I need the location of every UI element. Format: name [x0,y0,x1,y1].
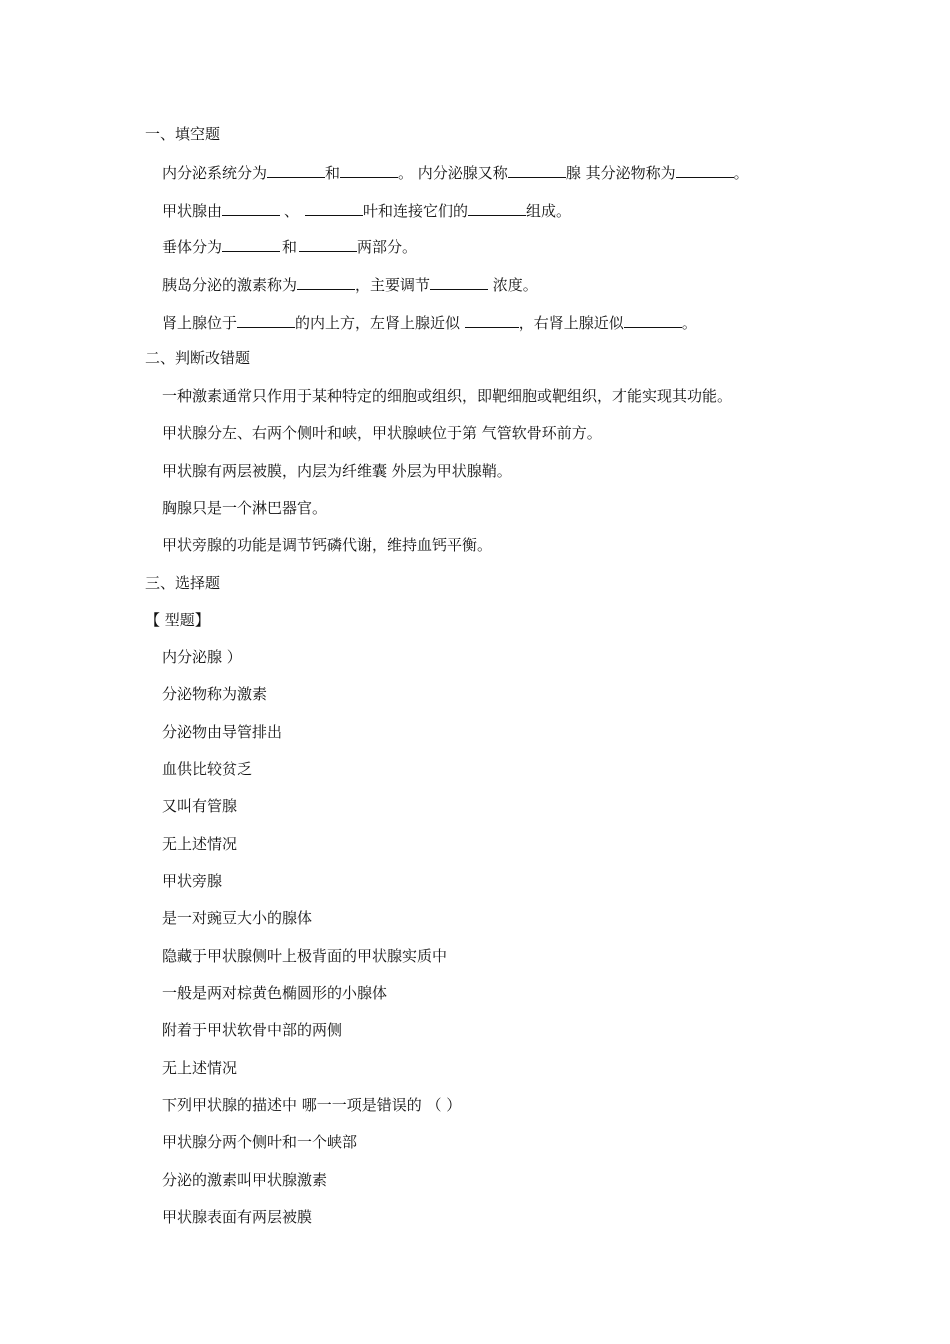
q1-text-e: 。 [733,164,749,182]
judge-item: 胸腺只是一个淋巴器官。 [162,499,328,517]
answer-blank[interactable] [676,162,734,178]
q4-text-a: 胰岛分泌的激素称为 [162,276,298,294]
choice-option: 无上述情况 [162,835,238,853]
fill-question-3 [162,236,417,257]
q2-text-b: 、 [284,202,300,220]
answer-blank[interactable] [340,162,398,178]
fill-question-1 [162,162,749,183]
choice-option: 分泌物由导管排出 [162,723,283,741]
q3-text-c: 两部分。 [357,238,418,256]
q1-text-b: 和 [325,164,341,182]
judge-item: 甲状腺有两层被膜，内层为纤维囊 外层为甲状腺鞘。 [162,462,512,480]
answer-blank[interactable] [237,312,295,328]
choice-option: 分泌物称为激素 [162,685,268,703]
answer-blank[interactable] [430,274,488,290]
answer-blank[interactable] [267,162,325,178]
choice-option: 附着于甲状软骨中部的两侧 [162,1021,343,1039]
q5-text-a: 肾上腺位于 [162,314,238,332]
judge-item: 一种激素通常只作用于某种特定的细胞或组织，即靶细胞或靶组织，才能实现其功能。 [162,387,733,405]
question-type-label: 【 型题】 [145,611,210,629]
judge-item: 甲状旁腺的功能是调节钙磷代谢，维持血钙平衡。 [162,536,493,554]
q2-text-d: 组成。 [526,202,572,220]
fill-question-2 [162,200,571,221]
choice-option: 血供比较贫乏 [162,760,253,778]
choice-option: 又叫有管腺 [162,797,238,815]
choice-question: 内分泌腺 ） [162,648,242,666]
q3-text-b: 和 [282,238,298,256]
answer-blank[interactable] [508,162,566,178]
choice-option: 无上述情况 [162,1059,238,1077]
fill-question-5 [162,312,697,333]
q1-text-a: 内分泌系统分为 [162,164,268,182]
q1-text-d: 腺 其分泌物称为 [565,164,676,182]
q2-text-a: 甲状腺由 [162,202,223,220]
choice-option: 分泌的激素叫甲状腺激素 [162,1171,328,1189]
answer-blank[interactable] [299,236,357,252]
choice-question: 下列甲状腺的描述中 哪一一项是错误的 （ ） [162,1096,462,1114]
choice-question: 甲状旁腺 [162,872,223,890]
answer-blank[interactable] [297,274,355,290]
judge-item: 甲状腺分左、右两个侧叶和峡，甲状腺峡位于第 气管软骨环前方。 [162,424,602,442]
answer-blank[interactable] [305,200,363,216]
section-title-choice: 三、选择题 [145,574,221,592]
choice-option: 甲状腺分两个侧叶和一个峡部 [162,1133,358,1151]
answer-blank[interactable] [468,200,526,216]
q5-text-b: 的内上方，左肾上腺近似 [295,314,465,332]
choice-option: 是一对豌豆大小的腺体 [162,909,313,927]
q5-text-c: ，右肾上腺近似 [518,314,624,332]
answer-blank[interactable] [222,200,280,216]
answer-blank[interactable] [465,312,519,328]
answer-blank[interactable] [624,312,682,328]
q2-text-c: 叶和连接它们的 [363,202,469,220]
fill-question-4 [162,274,538,295]
choice-option: 甲状腺表面有两层被膜 [162,1208,313,1226]
section-title-judge: 二、判断改错题 [145,349,251,367]
answer-blank[interactable] [222,236,280,252]
choice-option: 一般是两对棕黄色椭圆形的小腺体 [162,984,388,1002]
section-title-fill: 一、填空题 [145,125,221,143]
q5-text-d: 。 [681,314,697,332]
q1-text-c: 。 内分泌腺又称 [398,164,508,182]
q4-text-b: ，主要调节 [355,276,431,294]
q4-text-c: 浓度。 [488,276,538,294]
q3-text-a: 垂体分为 [162,238,223,256]
choice-option: 隐藏于甲状腺侧叶上极背面的甲状腺实质中 [162,947,448,965]
